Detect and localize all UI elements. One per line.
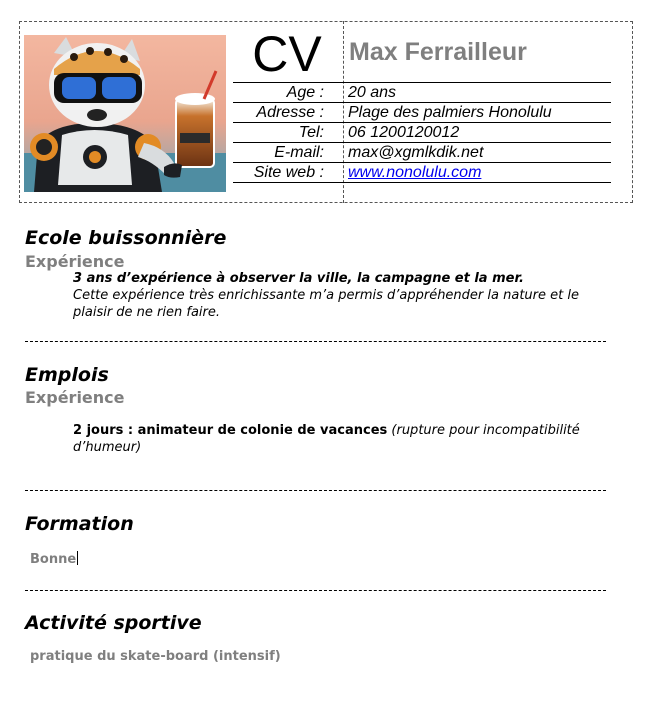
candidate-name: Max Ferrailleur [349,38,527,66]
formation-note-text: Bonne [30,552,77,567]
section-subtitle-emplois: Expérience [25,388,125,407]
field-divider [233,182,611,183]
age-value: 20 ans [348,84,397,101]
email-label: E-mail: [274,144,324,161]
section-separator [25,590,606,591]
address-value: Plage des palmiers Honolulu [348,104,552,121]
emplois-description [73,422,613,456]
age-label: Age : [286,84,324,101]
section-title-sport: Activité sportive [25,612,202,634]
robot-cat-photo-icon [24,35,226,192]
section-subtitle-ecole: Expérience [25,252,125,271]
website-link[interactable]: www.nonolulu.com [348,164,482,181]
emplois-job: 2 jours : animateur de colonie de vacances [73,423,388,438]
ecole-description [73,270,613,321]
section-title-emplois: Emplois [25,364,109,386]
profile-photo [24,35,226,192]
section-title-formation: Formation [25,513,134,535]
phone-value: 06 1200120012 [348,124,460,141]
ecole-detail: Cette expérience très enrichissante m’a permis d’appréhender la nature et le plaisir de ne rien faire. [73,288,579,320]
ecole-highlight: 3 ans d’expérience à observer la ville, la campagne et la mer. [73,271,524,286]
section-title-ecole: Ecole buissonnière [25,227,227,249]
website-value [348,163,481,182]
header-divider [343,21,344,203]
website-label: Site web : [253,164,324,181]
phone-label: Tel: [298,124,324,141]
text-cursor [77,551,78,565]
section-separator [25,490,606,491]
sport-note: pratique du skate-board (intensif) [30,649,281,664]
cv-title: CV [252,26,322,82]
email-value: max@xgmlkdik.net [348,144,484,161]
address-label: Adresse : [256,104,324,121]
formation-note[interactable] [30,551,78,567]
emplois-note: (rupture pour incompatibilité d’humeur) [73,423,580,455]
section-separator [25,341,606,342]
